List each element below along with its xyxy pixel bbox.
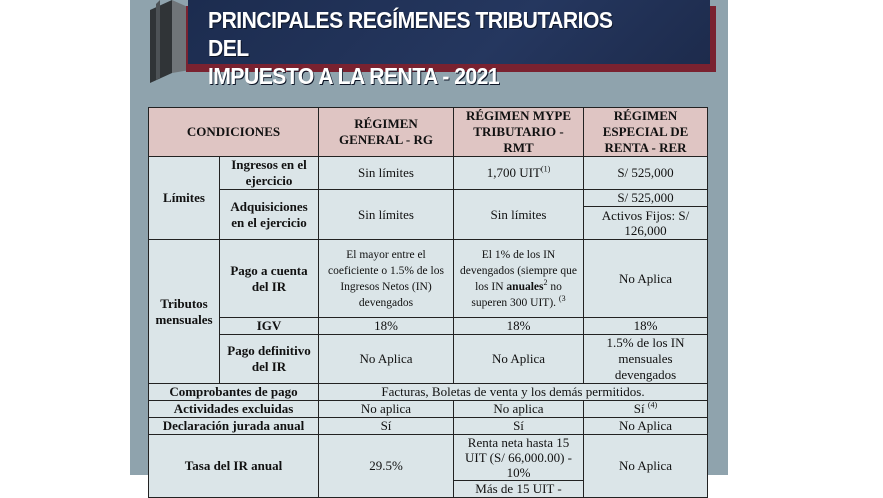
tasa-label: Tasa del IR anual: [149, 435, 319, 498]
igv-rmt: 18%: [454, 318, 584, 335]
pago-cuenta-rmt: El 1% de los IN devengados (siempre que los IN anuales$^2$ no superen 300 UIT). $^{(3}$: [454, 240, 584, 318]
actividades-rg: No aplica: [319, 401, 454, 418]
table-row: [149, 401, 708, 418]
adquisiciones-rer-activos: Activos Fijos: S/ 126,000: [601, 208, 690, 238]
ingresos-rmt: 1,700 UIT$^{(1)}$: [454, 157, 584, 190]
title-line-1: PRINCIPALES REGÍMENES TRIBUTARIOS DEL: [208, 7, 613, 61]
comprobantes-label: Comprobantes de pago: [149, 384, 319, 401]
igv-label: IGV: [220, 318, 319, 335]
actividades-rer: Sí $^{(4)}$: [584, 401, 708, 418]
title-line-2: IMPUESTO A LA RENTA - 2021: [208, 63, 500, 89]
table-row: [149, 157, 708, 190]
pago-cuenta-rer: No Aplica: [584, 240, 708, 318]
tasa-rmt: [454, 435, 584, 498]
declaracion-rmt: Sí: [454, 418, 584, 435]
actividades-rmt: No aplica: [454, 401, 584, 418]
table-row: [149, 335, 708, 384]
ingresos-rg: Sin límites: [319, 157, 454, 190]
header-rer: RÉGIMEN ESPECIAL DE RENTA - RER: [584, 108, 708, 157]
page-title: [208, 6, 658, 90]
header-rmt: RÉGIMEN MYPE TRIBUTARIO - RMT: [454, 108, 584, 157]
igv-rg: 18%: [319, 318, 454, 335]
declaracion-label: Declaración jurada anual: [149, 418, 319, 435]
header-condiciones: CONDICIONES: [149, 108, 319, 157]
tributos-label: Tributos mensuales: [149, 240, 220, 384]
tasa-rg: 29.5%: [319, 435, 454, 498]
adquisiciones-rg: Sin límites: [319, 190, 454, 240]
table-row: [149, 384, 708, 401]
header-row: [149, 108, 708, 157]
table-row: [149, 318, 708, 335]
pago-definitivo-rer: 1.5% de los IN mensuales devengados: [584, 335, 708, 384]
declaracion-rer: No Aplica: [584, 418, 708, 435]
pago-cuenta-rg: El mayor entre el coeficiente o 1.5% de los Ingresos Netos (IN) devengados: [319, 240, 454, 318]
table-row: [149, 190, 708, 240]
table-row: [149, 418, 708, 435]
igv-rer: 18%: [584, 318, 708, 335]
pago-definitivo-rg: No Aplica: [319, 335, 454, 384]
adquisiciones-rer: [584, 190, 708, 240]
pago-cuenta-label: Pago a cuenta del IR: [220, 240, 319, 318]
regimen-table: [148, 107, 708, 498]
adquisiciones-label: Adquisiciones en el ejercicio: [220, 190, 319, 240]
header-rg: RÉGIMEN GENERAL - RG: [319, 108, 454, 157]
actividades-label: Actividades excluidas: [149, 401, 319, 418]
table-row: [149, 240, 708, 318]
pillar-graphic: [150, 0, 190, 83]
tasa-rer: No Aplica: [584, 435, 708, 498]
ingresos-rer: S/ 525,000: [584, 157, 708, 190]
tasa-rmt-tramo-2: Más de 15 UIT -: [475, 481, 562, 496]
table-row: [149, 435, 708, 498]
adquisiciones-rmt: Sin límites: [454, 190, 584, 240]
tasa-rmt-tramo-1: Renta neta hasta 15 UIT (S/ 66,000.00) - 10%: [454, 435, 583, 481]
pago-definitivo-rmt: No Aplica: [454, 335, 584, 384]
comprobantes-value: Facturas, Boletas de venta y los demás permitidos.: [319, 384, 708, 401]
pago-definitivo-label: Pago definitivo del IR: [220, 335, 319, 384]
declaracion-rg: Sí: [319, 418, 454, 435]
ingresos-label: Ingresos en el ejercicio: [220, 157, 319, 190]
adquisiciones-rer-limit: S/ 525,000: [584, 190, 707, 207]
limites-label: Límites: [149, 157, 220, 240]
